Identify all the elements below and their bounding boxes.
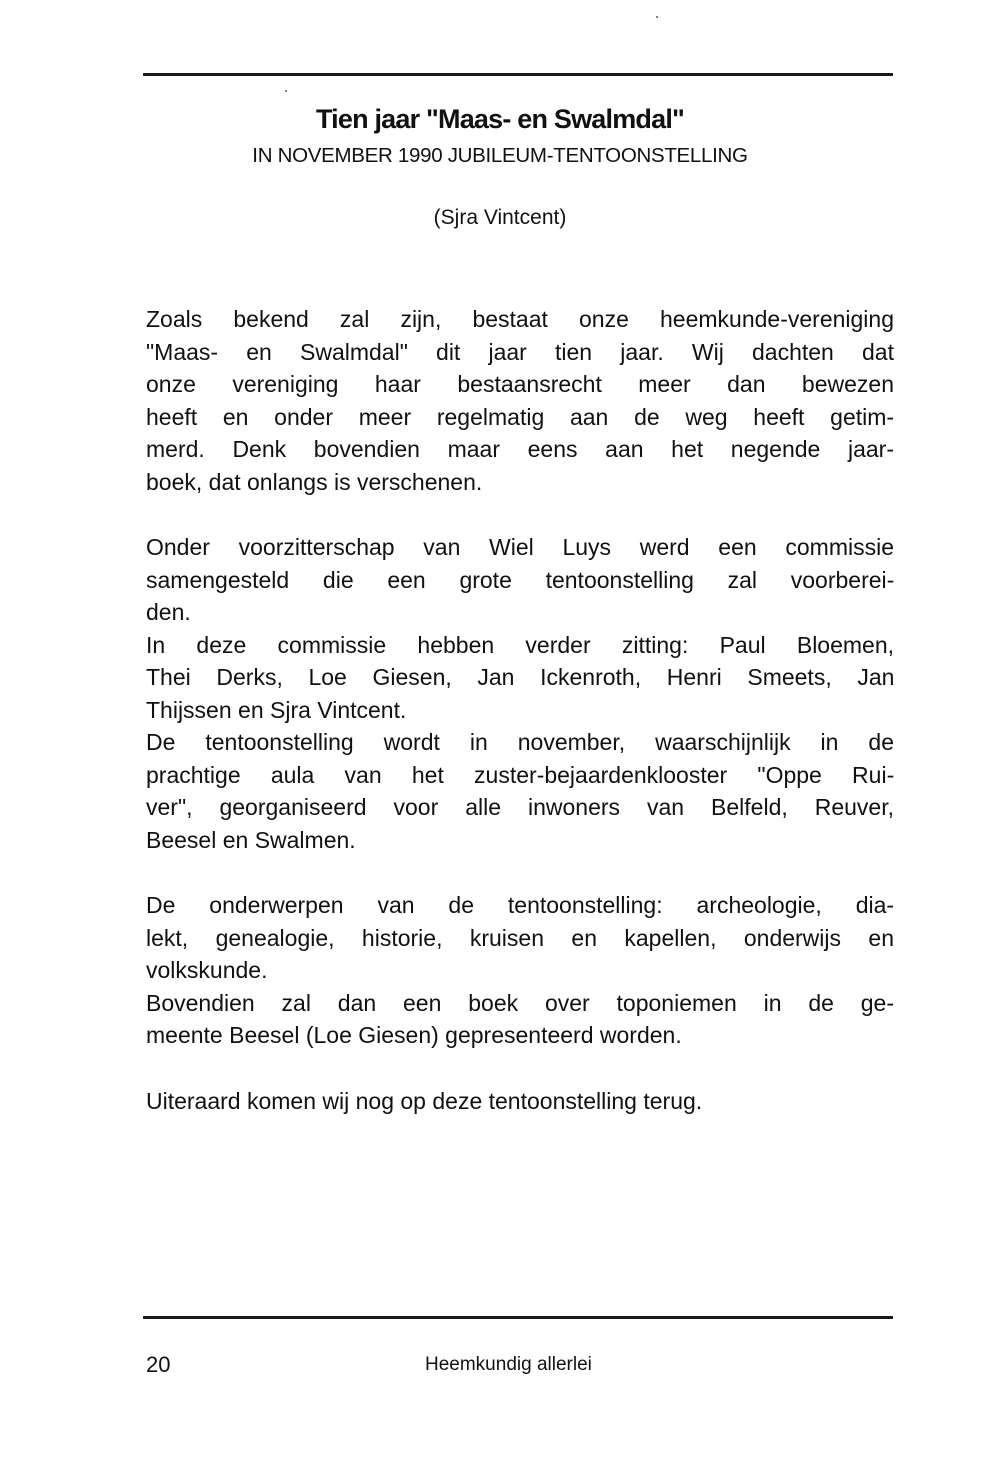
text-line: Uiteraard komen wij nog op deze tentoonstelling terug. — [146, 1087, 703, 1114]
text-line: "Maas- en Swalmdal" dit jaar tien jaar. Wij dachten dat — [146, 338, 894, 365]
text-line: merd. Denk bovendien maar eens aan het negende jaar- — [146, 436, 894, 462]
text-line: Thijssen en Sjra Vintcent. — [146, 696, 407, 723]
text-line: den. — [146, 599, 191, 625]
page-number: 20 — [146, 1352, 171, 1377]
article-title: Tien jaar "Maas- en Swalmdal" — [315, 104, 685, 134]
scan-speck — [656, 16, 658, 18]
text-line: meente Beesel (Loe Giesen) gepresenteerd worden. — [146, 1022, 682, 1048]
paragraph-intro — [146, 303, 894, 498]
article-subtitle: IN NOVEMBER 1990 JUBILEUM-TENTOONSTELLING — [252, 144, 748, 167]
text-line: heeft en onder meer regelmatig aan de weg heeft getim- — [146, 403, 895, 430]
text-line: Onder voorzitterschap van Wiel Luys werd een commissie — [146, 534, 894, 560]
text-line: De onderwerpen van de tentoonstelling: archeologie, dia- — [146, 892, 895, 918]
article-author: (Sjra Vintcent) — [433, 206, 567, 229]
text-line: Zoals bekend zal zijn, bestaat onze heemkunde-vereniging — [146, 306, 894, 332]
text-line: volkskunde. — [146, 957, 268, 983]
paragraph-commission — [146, 531, 894, 856]
paragraph-subjects — [146, 889, 894, 1052]
text-line: prachtige aula van het zuster-bejaardenklooster "Oppe Rui- — [146, 761, 895, 788]
text-line: boek, dat onlangs is verschenen. — [146, 468, 483, 495]
text-line: ver", georganiseerd voor alle inwoners van Belfeld, Reuver, — [146, 794, 894, 820]
text-line: onze vereniging haar bestaansrecht meer dan bewezen — [146, 371, 894, 397]
text-line: Bovendien zal dan een boek over toponiemen in de ge- — [146, 989, 894, 1016]
text-line: samengesteld die een grote tentoonstelling zal voorberei- — [146, 566, 895, 593]
bottom-rule — [143, 1316, 893, 1319]
article-body — [146, 303, 894, 1117]
text-line: Beesel en Swalmen. — [146, 826, 356, 853]
top-rule — [143, 73, 893, 76]
scan-speck — [285, 90, 287, 92]
publication-title: Heemkundig allerlei — [425, 1354, 592, 1375]
text-line: lekt, genealogie, historie, kruisen en kapellen, onderwijs en — [146, 924, 894, 951]
text-line: In deze commissie hebben verder zitting: Paul Bloemen, — [146, 631, 895, 658]
text-line: Thei Derks, Loe Giesen, Jan Ickenroth, Henri Smeets, Jan — [146, 664, 895, 690]
text-line: De tentoonstelling wordt in november, waarschijnlijk in de — [146, 729, 894, 755]
paragraph-closing — [146, 1085, 894, 1118]
